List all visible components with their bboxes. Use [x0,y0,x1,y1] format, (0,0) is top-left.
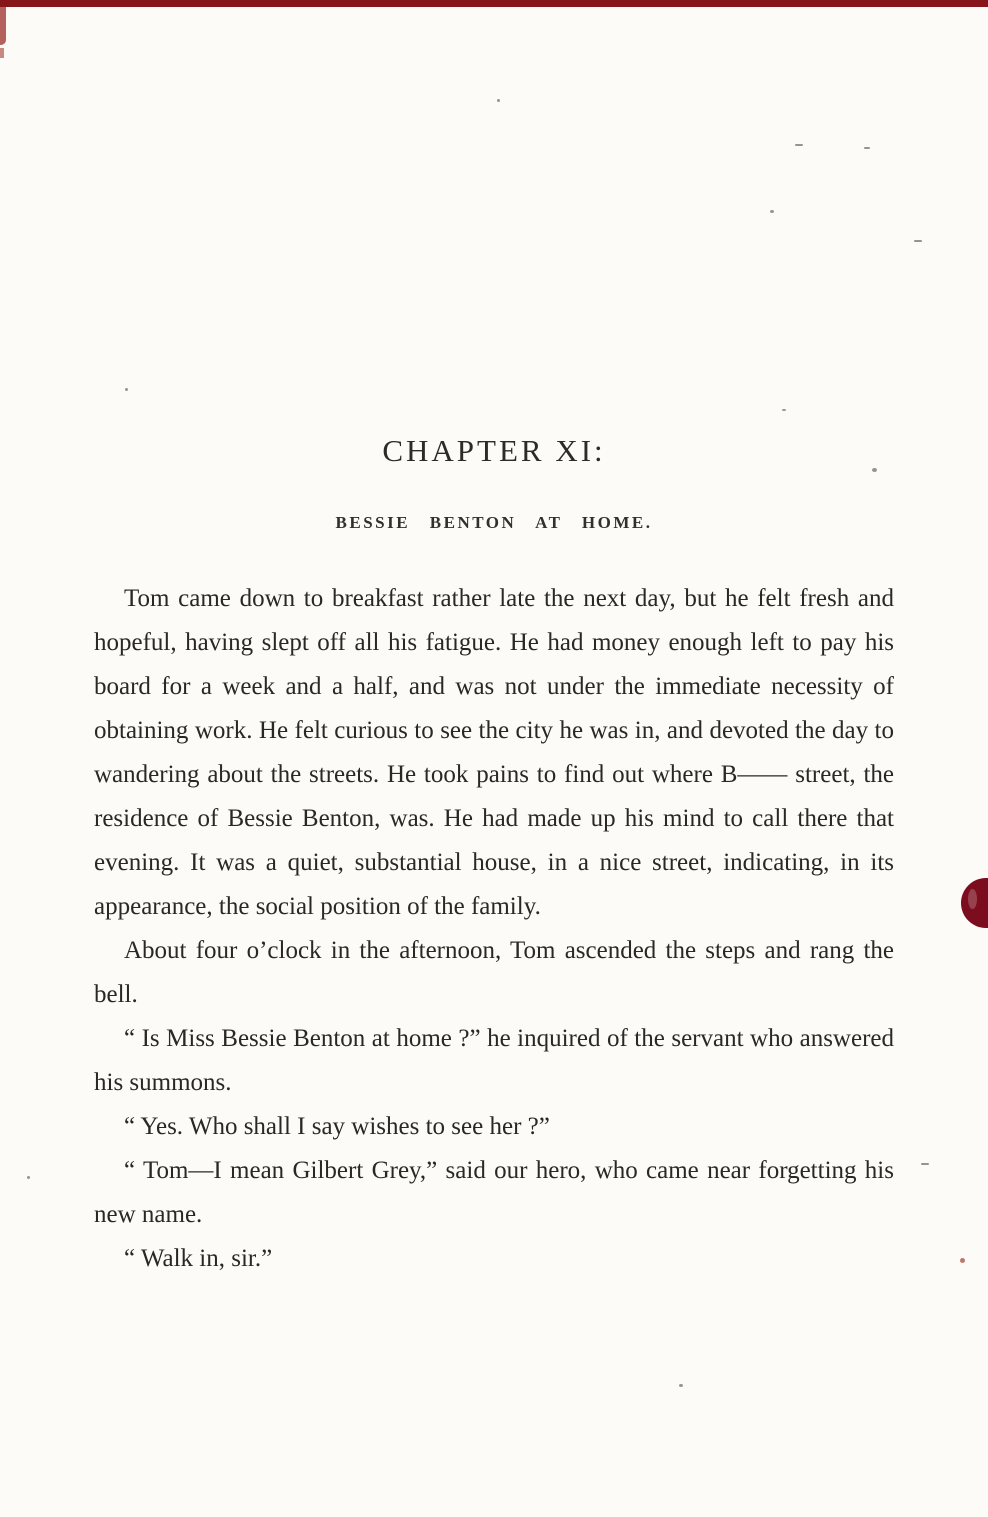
scan-speck [497,99,500,102]
scan-speck [770,210,774,213]
scan-artifact-right-blob [961,878,988,928]
scan-speck [679,1384,683,1387]
scan-speck [795,144,803,146]
scan-artifact-top-edge [0,0,988,7]
scan-artifact-left-edge [0,7,6,45]
scan-speck [782,409,786,411]
scan-speck [921,1163,929,1165]
scan-speck [864,147,870,149]
chapter-subtitle: BESSIE BENTON AT HOME. [335,513,653,532]
paragraph: Tom came down to breakfast rather late the next day, but he felt fresh and hopeful, having slept off all his fatigue. He had money enough left to pay his board for a week and a half, and was not under the immediate necessity of obtaining work. He felt curious to see the city he was in, and devoted the day to wandering about the streets. He took pains to find out where B—— street, the residence of Bessie Benton, was. He had made up his mind to call there that evening. It was a quiet, substantial house, in a nice street, indicating, in its appearance, the social position of the family. [94,585,894,920]
paragraph: “ Is Miss Bessie Benton at home ?” he inquired of the servant who answered his summons. [94,1025,894,1096]
paragraph: “ Walk in, sir.” [124,1245,273,1272]
scan-speck [125,388,128,391]
chapter-title: CHAPTER XI: [382,433,606,468]
paragraph: “ Yes. Who shall I say wishes to see her ?” [124,1113,550,1140]
paragraph: “ Tom—I mean Gilbert Grey,” said our hero, who came near forgetting his new name. [94,1157,894,1228]
scan-speck [914,240,922,242]
scan-artifact-left-edge-small [0,48,4,58]
scan-speck [872,468,877,472]
scan-speck [27,1176,30,1179]
scan-speck [960,1258,965,1263]
body-text [94,577,894,1281]
paragraph: About four o’clock in the afternoon, Tom ascended the steps and rang the bell. [94,937,894,1008]
